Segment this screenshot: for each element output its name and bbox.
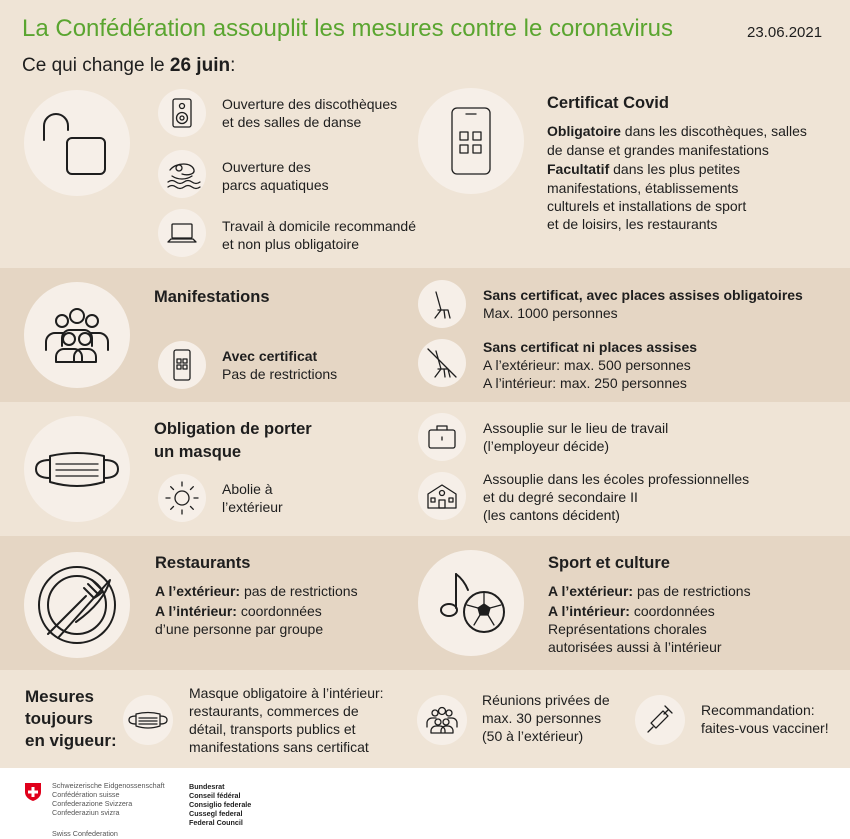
- certificate-optional-bold: Facultatif: [547, 161, 610, 177]
- certificate-optional-line-1: [547, 160, 740, 178]
- events-no-seat-indoor: A l’intérieur: max. 250 personnes: [483, 375, 687, 391]
- ongoing-mask-line-3: détail, transports publics et: [189, 721, 356, 737]
- laptop-icon: [158, 209, 206, 257]
- subtitle-prefix: Ce qui change le: [22, 55, 170, 76]
- events-no-seat-outdoor: A l’extérieur: max. 500 personnes: [483, 357, 691, 373]
- confederation-name-it: Confederazione Svizzera: [52, 799, 133, 808]
- certificate-title: Certificat Covid: [547, 94, 669, 112]
- certificate-mandatory-line-1: [547, 122, 807, 140]
- sport-choir-line-1: Représentations chorales: [548, 621, 707, 637]
- restaurants-title: Restaurants: [155, 554, 251, 572]
- phone-certificate-icon: [158, 341, 206, 389]
- homework-line-2: et non plus obligatoire: [222, 236, 359, 252]
- restaurants-indoor: [155, 602, 322, 620]
- masks-outdoor-line-2: l’extérieur: [222, 499, 283, 515]
- ongoing-vaccination-line-1: Recommandation:: [701, 702, 815, 718]
- events-no-seat-title: Sans certificat ni places assises: [483, 339, 698, 355]
- sport-title: Sport et culture: [548, 554, 670, 572]
- disco-line-2: et des salles de danse: [222, 114, 362, 130]
- council-name-rm: Cussegl federal: [189, 809, 243, 818]
- confederation-name-fr: Confédération suisse: [52, 790, 120, 799]
- ongoing-title-line-1: Mesures: [25, 687, 94, 706]
- no-chair-icon: [418, 339, 466, 387]
- council-name-en: Federal Council: [189, 818, 243, 827]
- restaurants-indoor-text: coordonnées: [236, 603, 322, 619]
- sport-indoor-text: coordonnées: [629, 603, 715, 619]
- date-label: 23.06.2021: [747, 24, 823, 41]
- certificate-optional-line-2: manifestations, établissements: [547, 180, 739, 196]
- certificate-optional-text: dans les plus petites: [609, 161, 740, 177]
- masks-work-line-1: Assouplie sur le lieu de travail: [483, 420, 669, 436]
- masks-title-line-2: un masque: [154, 443, 242, 461]
- events-seated-text: Max. 1000 personnes: [483, 305, 618, 321]
- masks-outdoor-line-1: Abolie à: [222, 481, 273, 497]
- confederation-name-de: Schweizerische Eidgenossenschaft: [52, 781, 165, 790]
- smartphone-qr-icon: [418, 88, 524, 194]
- aqua-line-2: parcs aquatiques: [222, 177, 329, 193]
- small-group-icon: [417, 695, 467, 745]
- swiss-flag-icon: [24, 782, 42, 802]
- council-name-it: Consiglio federale: [189, 800, 252, 809]
- subtitle-date: 26 juin: [169, 55, 231, 76]
- masks-title-line-1: Obligation de porter: [154, 420, 312, 438]
- briefcase-icon: [418, 413, 466, 461]
- certificate-mandatory-bold: Obligatoire: [547, 123, 621, 139]
- ongoing-title-line-3: en vigueur:: [25, 731, 117, 750]
- homework-line-1: Travail à domicile recommandé: [222, 218, 416, 234]
- small-face-mask-icon: [123, 695, 173, 745]
- sport-indoor: [548, 602, 715, 620]
- masks-work-line-2: (l’employeur décide): [483, 438, 610, 454]
- ongoing-mask-line-2: restaurants, commerces de: [189, 703, 359, 719]
- restaurants-outdoor-text: pas de restrictions: [240, 583, 358, 599]
- events-with-certificate-title: Avec certificat: [222, 348, 318, 364]
- chair-icon: [418, 280, 466, 328]
- masks-school-line-3: (les cantons décident): [483, 507, 620, 523]
- sport-indoor-bold: A l’intérieur:: [548, 603, 630, 619]
- ongoing-meetings-line-2: max. 30 personnes: [482, 710, 602, 726]
- events-seated-title: Sans certificat, avec places assises obligatoires: [483, 287, 803, 303]
- school-building-icon: [418, 472, 466, 520]
- open-padlock-icon: [24, 90, 130, 196]
- sport-outdoor-bold: A l’extérieur:: [548, 583, 634, 599]
- events-with-certificate-text: Pas de restrictions: [222, 366, 338, 382]
- face-mask-icon: [24, 416, 130, 522]
- sport-outdoor: [548, 582, 751, 600]
- aqua-line-1: Ouverture des: [222, 159, 311, 175]
- sport-choir-line-2: autorisées aussi à l’intérieur: [548, 639, 722, 655]
- music-note-football-icon: [418, 550, 524, 656]
- disco-line-1: Ouverture des discothèques: [222, 96, 398, 112]
- council-name-fr: Conseil fédéral: [189, 791, 241, 800]
- events-title: Manifestations: [154, 288, 270, 306]
- council-name-de: Bundesrat: [189, 782, 225, 791]
- water-slide-icon: [158, 150, 206, 198]
- restaurants-outdoor: [155, 582, 358, 600]
- subtitle: [22, 55, 235, 77]
- footer: [0, 768, 850, 839]
- certificate-optional-line-4: et de loisirs, les restaurants: [547, 216, 718, 232]
- certificate-mandatory-line-2: de danse et grandes manifestations: [547, 142, 769, 158]
- masks-school-line-1: Assouplie dans les écoles professionnelles: [483, 471, 750, 487]
- confederation-name-rm: Confederaziun svizra: [52, 808, 120, 817]
- sun-icon: [158, 474, 206, 522]
- ongoing-meetings-line-1: Réunions privées de: [482, 692, 610, 708]
- ongoing-meetings-line-3: (50 à l’extérieur): [482, 728, 584, 744]
- confederation-name-en: Swiss Confederation: [52, 829, 118, 838]
- page-title: La Confédération assouplit les mesures contre le coronavirus: [22, 15, 674, 42]
- plate-cutlery-icon: [24, 552, 130, 658]
- ongoing-mask-line-4: manifestations sans certificat: [189, 739, 369, 755]
- certificate-mandatory-text: dans les discothèques, salles: [620, 123, 807, 139]
- ongoing-mask-line-1: Masque obligatoire à l’intérieur:: [189, 685, 384, 701]
- certificate-optional-line-3: culturels et installations de sport: [547, 198, 747, 214]
- subtitle-suffix: :: [230, 55, 236, 76]
- ongoing-title-line-2: toujours: [25, 709, 93, 728]
- masks-school-line-2: et du degré secondaire II: [483, 489, 638, 505]
- sport-outdoor-text: pas de restrictions: [633, 583, 751, 599]
- restaurants-indoor-line-2: d’une personne par groupe: [155, 621, 324, 637]
- speaker-icon: [158, 89, 206, 137]
- restaurants-indoor-bold: A l’intérieur:: [155, 603, 237, 619]
- restaurants-outdoor-bold: A l’extérieur:: [155, 583, 241, 599]
- group-of-people-icon: [24, 282, 130, 388]
- syringe-icon: [635, 695, 685, 745]
- ongoing-vaccination-line-2: faites-vous vacciner!: [701, 720, 829, 736]
